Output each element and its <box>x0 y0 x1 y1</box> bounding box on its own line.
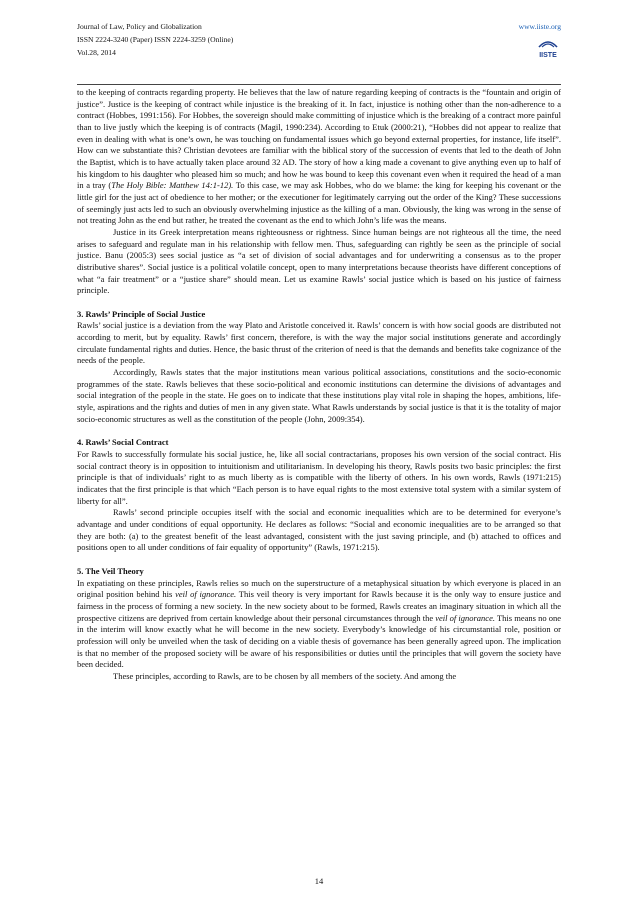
article-body <box>77 87 561 683</box>
section-3-paragraph-1: Rawls’ social justice is a deviation from the way Plato and Aristotle conceived it. Rawls’ concern is with how social goods are distributed not according to merit, but by equality. Rawls’ first concern, therefore, is with the way the major social institutions generate and accordingly circulate fundamental rights and duties. Hence, the basic thrust of the criterion of need is that the demands and benefits take cognizance of the needs of the people. <box>77 320 561 366</box>
bible-citation: The Holy Bible: Matthew 14:1-12). <box>111 180 234 191</box>
section-4-paragraph-2: Rawls’ second principle occupies itself with the social and economic inequalities which are to be determined for everyone’s advantage and under conditions of equal opportunity. He declares as follows: “Social and economic inequalities are to be arranged so that they are both: (a) to the greatest benefit of the least advantaged, consistent with the just saving principle, and (b) attached to offices and positions open to all under conditions of fair equality of opportunity” (Rawls, 1971:215). <box>77 507 561 553</box>
iiste-logo <box>537 36 559 60</box>
section-4-heading: 4. Rawls’ Social Contract <box>77 437 169 448</box>
issn-line: ISSN 2224-3240 (Paper) ISSN 2224-3259 (Online) <box>77 35 234 44</box>
paragraph-continuation: to the keeping of contracts regarding property. He believes that the law of nature regarding keeping of contracts is the “fountain and origin of justice”. Justice is the keeping of contract while injustice is the breaking of it. In fact, injustice is nothing other than the non-adherence to a contract (Hobbes, 1991:156). For Hobbes, the sovereign should make committing of injustice which is the breaking of a contract more painful than to live justly which the keeping is of contracts (Magil, 1990:234). According to Etuk (2000:21), “Hobbes did not appear to realize that even in dealing with what is one’s own, he was touching on fundamental issues which go beyond external properties, for instance, life itself”. How can we substantiate this? Christian devotees are familiar with the biblical story of the succession of events that led to the death of John the Baptist, which is to have actually taken place around 32 AD. The story of how a king made a covenant to give anything even up to half of his kingdom to his daughter who pleased him so much; and how he was bound to keep this covenant even when it required the head of a man in a tray (The Holy Bible: Matthew 14:1-12). To this case, we may ask Hobbes, who do we blame: the king for keeping his covenant or the little girl for the just act of obedience to her mother; or the executioner for legitimately carrying out the order of the King? These successions of seemingly just acts led to such an obviously overwhelming injustice as the killing of a man. Obviously, the king was wrong in the sense of not treating John as the end but rather, he treated the covenant as the end to which John’s life was the means. <box>77 87 561 226</box>
journal-url-link[interactable]: www.iiste.org <box>518 22 561 31</box>
header-divider <box>77 84 561 85</box>
volume-line: Vol.28, 2014 <box>77 48 116 57</box>
journal-title: Journal of Law, Policy and Globalization <box>77 22 202 31</box>
veil-of-ignorance-term: veil of ignorance. <box>435 612 495 623</box>
section-3-paragraph-2: Accordingly, Rawls states that the major institutions mean various political associations, constitutions and the socio-economic programmes of the state. Rawls believes that these socio-political and economic institutions can determine the divisions of advantages and social integration of the people in the state. He goes on to indicate that these institutions play vital role in shaping the hopes, ambitions, life-style, aspirations and the rights and duties of men in any given state. What Rawls understands by social justice is that it is the totality of major socio-economic structures as well as the constitution of the people (John, 2009:354). <box>77 367 561 424</box>
section-3-heading: 3. Rawls’ Principle of Social Justice <box>77 308 206 319</box>
journal-info <box>77 20 233 59</box>
logo-text: IISTE <box>539 52 557 59</box>
veil-of-ignorance-term: veil of ignorance. <box>175 589 237 600</box>
section-5-paragraph-2: These principles, according to Rawls, are to be chosen by all members of the society. And among the <box>113 670 457 681</box>
page-header <box>77 20 561 80</box>
section-5-paragraph-1: In expatiating on these principles, Rawls relies so much on the superstructure of a metaphysical situation by which everyone is placed in an original position behind his veil of ignorance. This veil theory is very important for Rawls because it is the only way to ensure justice and fairness in the process of forming a new society. In the new society about to be formed, Rawls creates an imaginary situation in which all the prospective citizens are deprived from certain knowledge about their personal circumstances through the veil of ignorance. This means no one in the interim will know exactly what he will become in the new society. Everybody’s knowledge of his circumstantial role, position or profession will only be unveiled when the task of deciding on a viable thesis of governance has been generally agreed upon. The implication is that no member of the proposed society will be aware of his responsibilities or duties until the principles that will govern the society have been decided. <box>77 577 561 670</box>
page-number: 14 <box>314 876 324 886</box>
section-5-heading: 5. The Veil Theory <box>77 565 144 576</box>
section-4-paragraph-1: For Rawls to successfully formulate his social justice, he, like all social contractarians, proposes his own version of the social contract. His social contract theory is in opposition to intuitionism and utilitarianism. In developing his theory, Rawls posits two basic principles: the first principle is that of individuals’ right to as much liberty as is compatible with the liberty of others. In his own words, Rawls (1971:215) indicates that the first principle is that which “Each person is to have equal rights to the most extensive total system with a similar system of liberty for all”. <box>77 449 561 506</box>
paragraph-justice-greek: Justice in its Greek interpretation means righteousness or rightness. Since human beings are not righteous all the time, the need arises to safeguard and regulate man in his relationship with fellow men. Thus, safeguarding can rightly be seen as the principle of social justice. Banu (2005:3) sees social justice as “a set of division of social advantages and for underwriting a consensus as to the proper distributive shares”. Social justice is a political volatile concept, open to many interpretations because theorists have different conceptions of what “a fair treatment” or a “justice share” should mean. Let us examine Rawls’ social justice which is based on his justice of fairness principle. <box>77 226 561 296</box>
